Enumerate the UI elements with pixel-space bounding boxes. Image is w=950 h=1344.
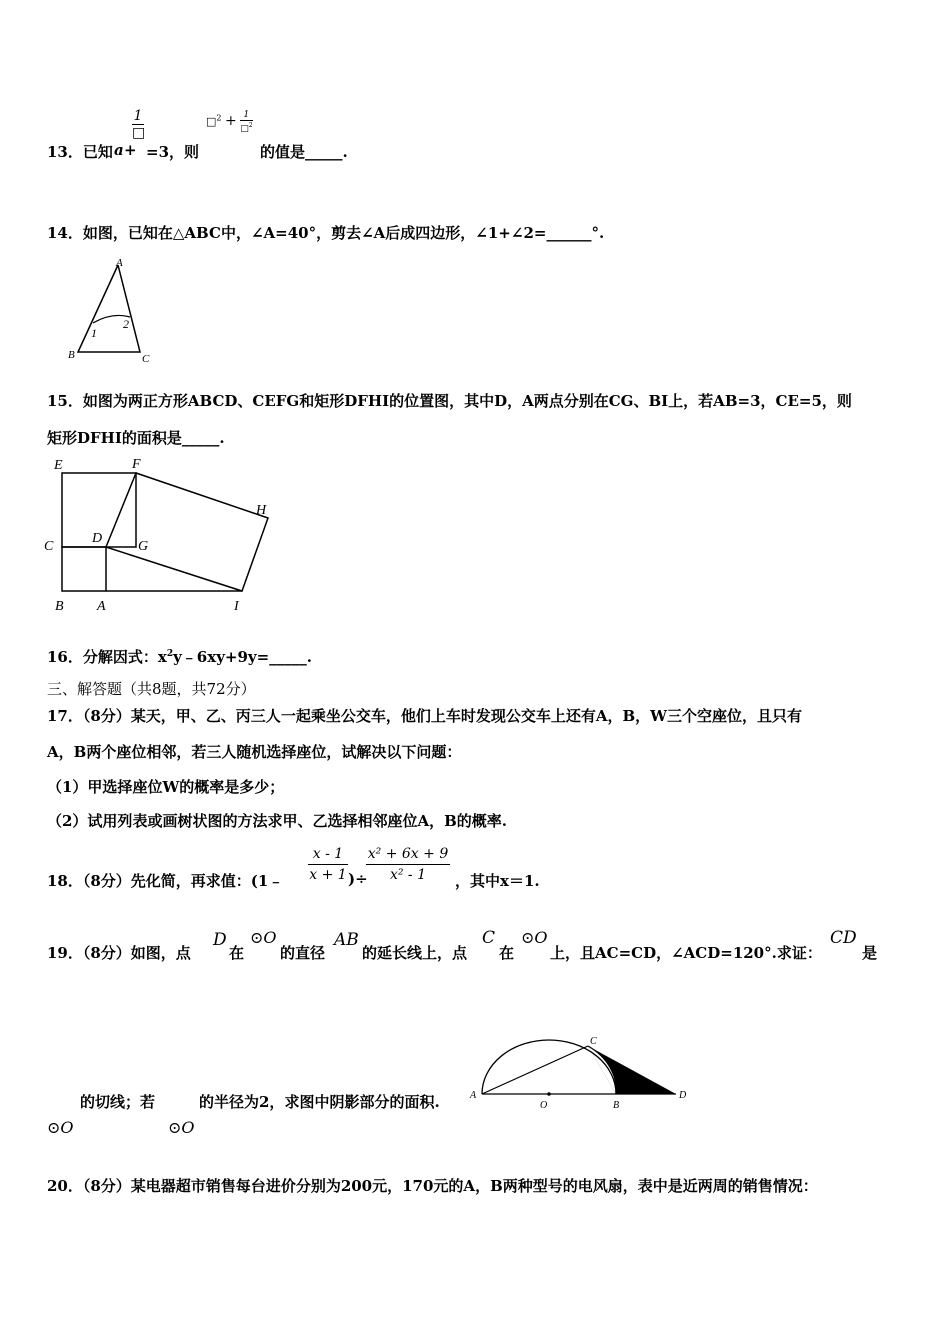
q15-line1: 15．如图为两正方形ABCD、CEFG和矩形DFHI的位置图，其中D，A两点分别在CG、BI上，若AB=3，CE=5，则 [47, 392, 852, 410]
q19-segment-CD: CD [830, 928, 857, 948]
q13-number: 13．已知 [47, 143, 113, 161]
q15-rectangle-DFHI [106, 473, 268, 591]
q13-fraction-denominator: □ [132, 125, 146, 141]
q18-fraction-2-denominator: x² - 1 [366, 864, 450, 883]
q15-label-E: E [54, 458, 63, 473]
q13-var-a: a [114, 141, 124, 159]
q14-label-B: B [68, 349, 75, 361]
q13-fraction-numerator: 1 [133, 108, 143, 124]
q15-label-F: F [132, 457, 141, 472]
q19-label-C: C [590, 1036, 597, 1047]
q19-center-point [547, 1092, 551, 1096]
q18-fraction-1-denominator: x + 1 [308, 864, 348, 883]
q16-text [47, 646, 312, 667]
q19-label-O: O [540, 1100, 548, 1111]
q18-divide: )÷ [348, 870, 368, 888]
q14-label-C: C [142, 353, 150, 365]
q13-expr-plus: + [225, 113, 237, 129]
q18-fraction-1 [308, 846, 348, 883]
q18-fraction-1-numerator: x - 1 [312, 846, 344, 862]
q13-expr-box: □ [206, 115, 217, 128]
q19-point-D: D [213, 930, 227, 950]
q14-triangle-outline [78, 265, 140, 352]
q18-suffix: ，其中x＝1. [455, 872, 540, 890]
q19-label-B: B [613, 1100, 620, 1111]
q13-expr-fraction-denominator: □ [240, 124, 249, 134]
q15-label-H: H [256, 503, 267, 518]
q15-label-B: B [55, 599, 64, 614]
q13-expr-fraction [240, 110, 252, 134]
q15-square-ABCD [62, 547, 106, 591]
q14-label-A: A [116, 257, 123, 269]
q19-circle-O-1: ⊙O [250, 928, 277, 947]
q19-label-A: A [470, 1090, 477, 1101]
q15-line2: 矩形DFHI的面积是_____. [47, 429, 225, 447]
q19-circle-O-3: ⊙O [47, 1118, 74, 1137]
q13-tail: 的值是_____. [260, 143, 348, 161]
q19-prefix: 19．（8分）如图，点 [47, 944, 191, 962]
q19-circle-O-4: ⊙O [168, 1118, 195, 1137]
q19-line2-radius: 的半径为2，求图中阴影部分的面积. [199, 1093, 440, 1111]
q18-prefix: 18．（8分）先化简，再求值：(1﹣ [47, 872, 284, 890]
q14-triangle-figure [60, 255, 160, 367]
q13-expr-exponent: 2 [216, 113, 222, 123]
q16-suffix: y﹣6xy+9y=_____. [173, 648, 312, 666]
q13-equals: =3，则 [146, 143, 200, 161]
q19-text-condition: 上，且AC=CD，∠ACD=120°.求证： [550, 944, 822, 962]
q13-expression [206, 110, 253, 134]
q19-text-zai: 在 [229, 944, 245, 962]
q19-semicircle [482, 1040, 616, 1094]
q16-exponent: 2 [166, 649, 174, 659]
q18-fraction-2 [366, 846, 450, 883]
q17-line1: 17．（8分）某天，甲、乙、丙三人一起乘坐公交车，他们上车时发现公交车上还有A，B，W三个空座位，且只有 [47, 707, 802, 725]
q19-text-diameter: 的直径 [280, 944, 326, 962]
q13-plus: + [124, 141, 137, 159]
q15-label-D: D [92, 531, 103, 546]
q19-segment-AB: AB [334, 930, 359, 950]
q19-point-C: C [482, 928, 496, 948]
q17-part1: （1）甲选择座位W的概率是多少； [47, 778, 285, 796]
q13-fraction [132, 108, 144, 141]
q17-part2: （2）试用列表或画树状图的方法求甲、乙选择相邻座位A，B的概率. [47, 812, 507, 830]
q19-circle-figure [466, 1032, 696, 1112]
q15-label-G: G [138, 539, 149, 554]
section-3-heading: 三、解答题（共8题，共72分） [47, 680, 256, 698]
q14-text: 14．如图，已知在△ABC中，∠A=40°，剪去∠A后成四边形，∠1+∠2=______°. [47, 224, 605, 242]
q15-label-C: C [44, 539, 54, 554]
q19-shaded-region [588, 1046, 676, 1094]
q15-label-A: A [97, 599, 106, 614]
q14-label-1: 1 [91, 326, 97, 340]
q19-text-zai-2: 在 [499, 944, 515, 962]
q17-line2: A，B两个座位相邻，若三人随机选择座位，试解决以下问题： [47, 743, 462, 761]
q20-text: 20．（8分）某电器超市销售每台进价分别为200元，170元的A，B两种型号的电风扇，表中是近两周的销售情况： [47, 1177, 818, 1195]
q19-text-is: 是 [862, 944, 878, 962]
q18-fraction-2-numerator: x² + 6x + 9 [367, 846, 449, 862]
q19-text-extension: 的延长线上，点 [362, 944, 468, 962]
q16-prefix: 16．分解因式：x [47, 648, 167, 666]
q19-circle-O-2: ⊙O [521, 928, 548, 947]
q13-expr-fraction-exponent: 2 [248, 122, 253, 129]
q19-label-D: D [679, 1090, 687, 1101]
q14-label-2: 2 [123, 317, 129, 331]
q15-squares-figure [40, 452, 290, 617]
q19-chord-AC [482, 1046, 588, 1094]
q19-line2-tangent: 的切线；若 [80, 1093, 156, 1111]
q15-label-I: I [234, 599, 239, 614]
q13-expr-fraction-numerator: 1 [243, 110, 250, 120]
